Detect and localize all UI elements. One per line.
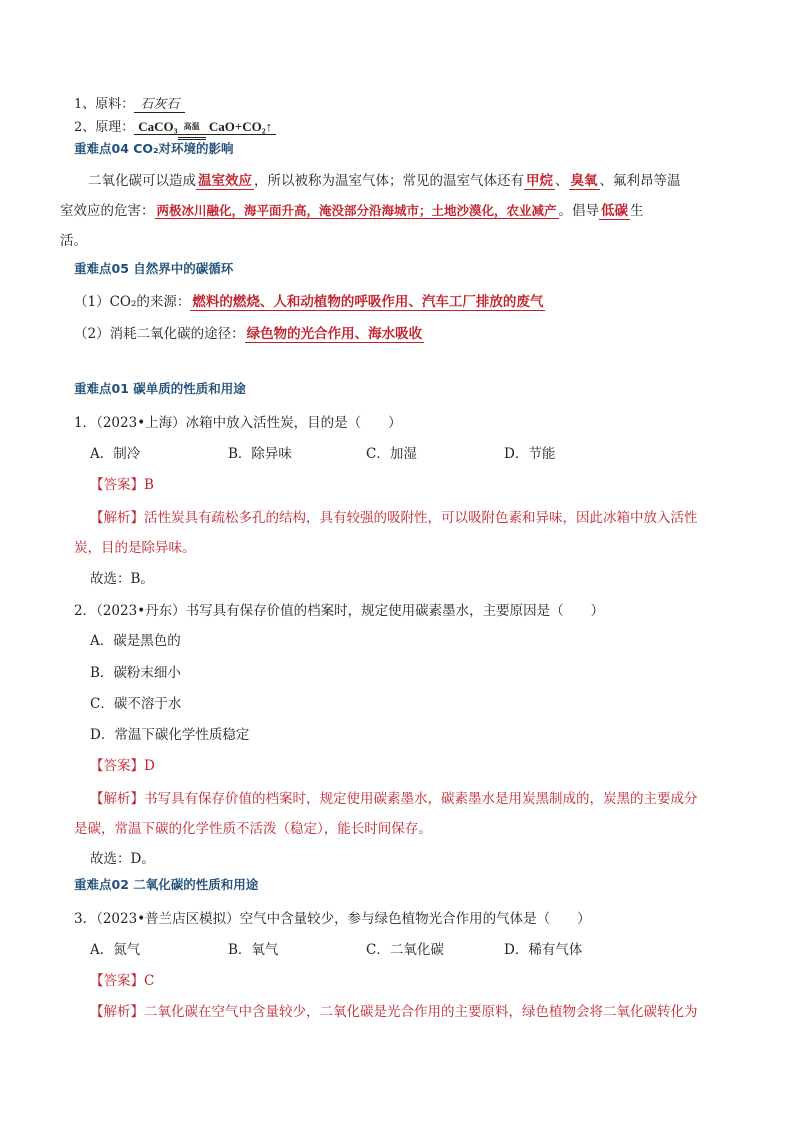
question-3-options [90,941,642,959]
blank-greenhouse-effect: 温室效应 [198,173,252,189]
section-heading-02: 重难点02 二氧化碳的性质和用途 [74,877,259,892]
question-1-analysis [74,503,730,563]
blank-hazards: 两极冰川融化，海平面升高，淹没部分沿海城市；土地沙漠化，农业减产 [156,203,557,218]
question-1-options [90,445,642,463]
question-2-option-b[interactable]: B．碳粉末细小 [90,665,181,681]
analysis-text: 活性炭具有疏松多孔的结构，具有较强的吸附性，可以吸附色素和异味，因此冰箱中放入活性 [144,510,698,526]
para-text: 室效应的危害： [60,203,155,219]
question-2-analysis [74,784,730,844]
carbon-sink-label: （2）消耗二氧化碳的途径： [74,326,245,342]
option-b[interactable]: B．氧气 [228,942,279,958]
option-a[interactable]: A．氮气 [90,942,141,958]
answer-tag: 【答案】 [90,758,144,774]
option-c[interactable]: C．二氧化碳 [366,942,444,958]
equation-condition [178,118,206,140]
answer-tag: 【答案】 [90,973,144,989]
question-3-answer [90,972,154,990]
section-04-paragraph [60,166,724,256]
question-1-answer [90,476,154,494]
question-1-choose: 故选：B。 [90,571,154,587]
raw-material-line [74,96,185,114]
section-heading-04: 重难点04 CO₂对环境的影响 [74,141,234,156]
question-3-analysis [90,1003,698,1021]
option-d[interactable]: D．节能 [504,446,556,462]
option-b[interactable]: B．除异味 [228,446,292,462]
question-2-choose: 故选：D。 [90,851,155,867]
principle-label: 2、原理： [74,120,135,135]
option-d[interactable]: D．稀有气体 [504,942,583,958]
blank-low-carbon: 低碳 [601,203,629,219]
para-text: 生 [630,203,644,219]
question-2-option-a[interactable]: A．碳是黑色的 [90,633,181,649]
question-2-answer [90,757,155,775]
analysis-text: 书写具有保存价值的档案时，规定使用碳素墨水，碳素墨水是用炭黑制成的，炭黑的主要成分 [144,791,698,807]
section-heading-01: 重难点01 碳单质的性质和用途 [74,381,246,396]
para-text: 。倡导 [558,203,600,219]
analysis-text: 二氧化碳在空气中含量较少，二氧化碳是光合作用的主要原料，绿色植物会将二氧化碳转化为 [144,1004,698,1020]
principle-line [74,118,276,140]
para-text: 、 [555,173,569,189]
para-text: 二氧化碳可以造成 [88,173,196,189]
analysis-text: 炭，目的是除异味。 [74,540,196,556]
answer-value: D [144,758,155,774]
analysis-tag: 【解析】 [90,510,144,526]
answer-tag: 【答案】 [90,477,144,493]
para-text: ，所以被称为温室气体；常见的温室气体还有 [254,173,524,189]
question-2-option-d[interactable]: D．常温下碳化学性质稳定 [90,727,250,743]
carbon-source-answer: 燃料的燃烧、人和动植物的呼吸作用、汽车工厂排放的废气 [192,294,544,310]
para-text: 、氟利昂等温 [599,173,681,189]
para-text: 活。 [60,233,87,249]
carbon-sink-answer: 绿色物的光合作用、海水吸收 [246,326,423,342]
carbon-source-line [74,293,545,311]
equation-reactant: CaCO₃ [138,119,178,134]
answer-value: B [144,477,154,493]
analysis-text: 是碳，常温下碳的化学性质不活泼（稳定），能长时间保存。 [74,821,432,837]
question-2-stem: 2．（2023•丹东）书写具有保存价值的档案时，规定使用碳素墨水，主要原因是（ ） [74,603,605,619]
blank-methane: 甲烷 [526,173,553,189]
answer-value: C [144,973,155,989]
question-1-stem: 1．（2023•上海）冰箱中放入活性炭，目的是（ ） [74,415,402,431]
analysis-tag: 【解析】 [90,791,144,807]
principle-equation [134,119,276,135]
raw-material-value: 石灰石 [134,97,185,113]
equation-products: CaO+CO₂↑ [208,119,273,134]
carbon-sink-line [74,325,424,343]
equation-condition-text: 高温 [183,122,200,131]
carbon-source-label: （1）CO₂的来源： [74,294,191,310]
analysis-tag: 【解析】 [90,1004,144,1020]
section-heading-05: 重难点05 自然界中的碳循环 [74,261,234,276]
blank-ozone: 臭氧 [570,173,598,189]
raw-material-label: 1、原料： [74,97,135,112]
question-3-stem: 3．（2023•普兰店区模拟）空气中含量较少，参与绿色植物光合作用的气体是（ ） [74,911,591,927]
option-a[interactable]: A．制冷 [90,446,141,462]
question-2-option-c[interactable]: C．碳不溶于水 [90,696,182,712]
option-c[interactable]: C．加湿 [366,446,417,462]
